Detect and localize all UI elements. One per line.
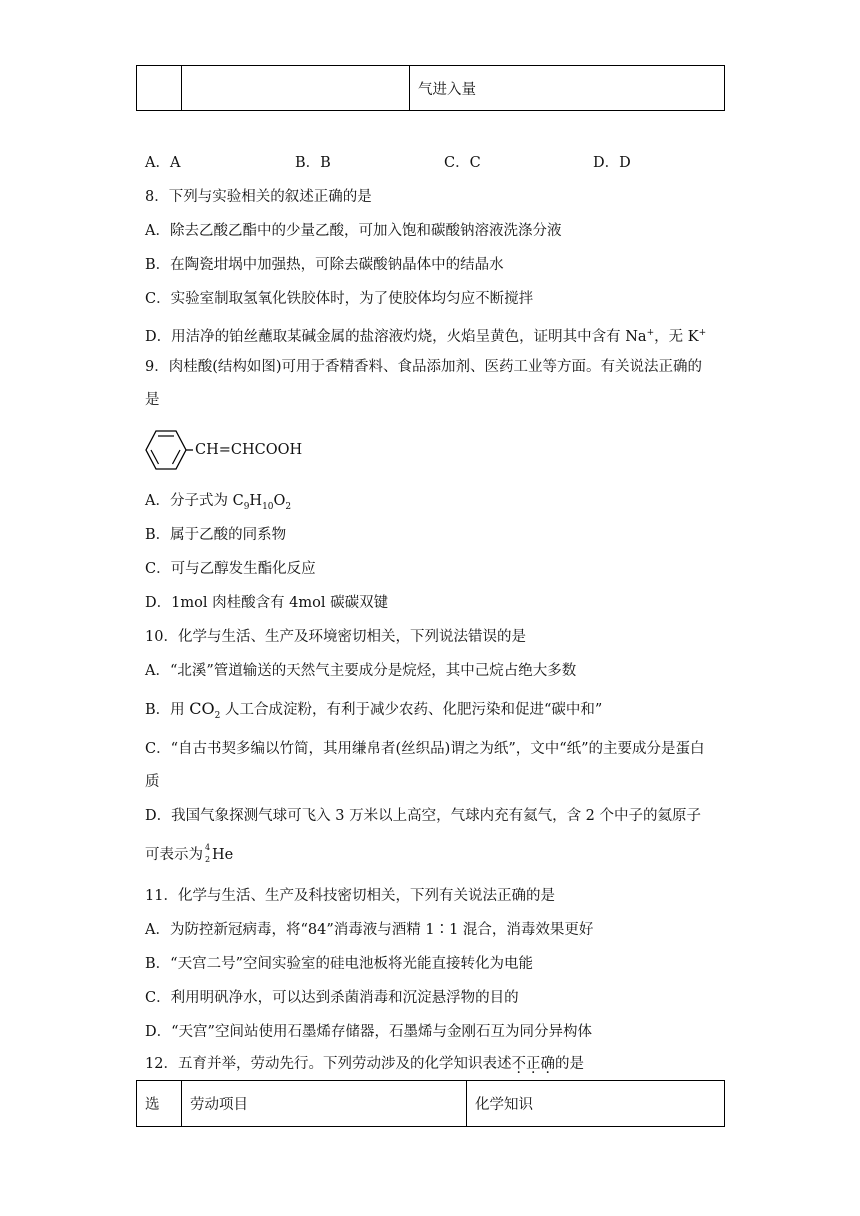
- option-b[interactable]: B．B: [295, 155, 331, 171]
- q10-b-text-2: 人工合成淀粉，有利于减少农药、化肥污染和促进“碳中和”: [220, 702, 603, 718]
- q10-option-a[interactable]: A．“北溪”管道输送的天然气主要成分是烷烃，其中己烷占绝大多数: [145, 663, 577, 679]
- q9-option-c[interactable]: C．可与乙醇发生酯化反应: [145, 561, 316, 577]
- table-cell: [182, 66, 410, 111]
- q9-option-a[interactable]: [145, 491, 291, 517]
- benzene-ring-icon: [143, 428, 193, 472]
- q12-stem-text-2: 的是: [554, 1056, 584, 1072]
- helium-symbol: He: [212, 847, 234, 863]
- q10-option-c-line1[interactable]: C．“自古书契多编以竹简，其用缣帛者(丝织品)谓之为纸”，文中“纸”的主要成分是蛋白: [145, 741, 705, 757]
- q8-d-text: D．用洁净的铂丝蘸取某碱金属的盐溶液灼烧，火焰呈黄色，证明其中含有 Na: [145, 328, 647, 345]
- q10-option-d-line2: [145, 845, 233, 865]
- q12-stem-text: 12．五育并举，劳动先行。下列劳动涉及的化学知识表述: [145, 1056, 512, 1072]
- emphasis-char: 正: [525, 1056, 541, 1072]
- q8-option-c[interactable]: C．实验室制取氢氧化铁胶体时，为了使胶体均匀应不断搅拌: [145, 291, 534, 307]
- option-c[interactable]: C．C: [444, 155, 481, 171]
- q9-option-d[interactable]: D．1mol 肉桂酸含有 4mol 碳碳双键: [145, 595, 389, 611]
- q8-option-b[interactable]: B．在陶瓷坩埚中加强热，可除去碳酸钠晶体中的结晶水: [145, 257, 504, 273]
- co2-formula: CO: [189, 699, 215, 718]
- q7-options: [145, 153, 631, 173]
- q10-stem: 10．化学与生活、生产及环境密切相关，下列说法错误的是: [145, 629, 526, 645]
- q10-option-b[interactable]: [145, 699, 602, 726]
- mass-number: 4: [205, 843, 211, 852]
- q12-table: [136, 1080, 725, 1127]
- table-header-cell: 化学知识: [467, 1081, 725, 1127]
- q9-stem-line1: 9．肉桂酸(结构如图)可用于香精香料、食品添加剂、医药工业等方面。有关说法正确的: [145, 359, 703, 375]
- q8-option-d[interactable]: [145, 323, 706, 347]
- q10-option-d-line1[interactable]: D．我国气象探测气球可飞入 3 万米以上高空，气球内充有氦气，含 2 个中子的氦原子: [145, 808, 702, 824]
- table-cell: 气进入量: [410, 66, 725, 111]
- q9-option-b[interactable]: B．属于乙酸的同系物: [145, 527, 287, 543]
- q11-option-b[interactable]: B．“天宫二号”空间实验室的硅电池板将光能直接转化为电能: [145, 956, 533, 972]
- q9-stem-line2: 是: [145, 392, 160, 408]
- subscript: 2: [285, 501, 292, 512]
- table-top-fragment: [136, 65, 725, 111]
- table-header-cell: 选: [137, 1081, 182, 1127]
- atomic-number: 2: [205, 855, 211, 864]
- element-o: O: [273, 493, 286, 509]
- subscript: 10: [262, 501, 274, 512]
- structure-label: CH=CHCOOH: [195, 442, 303, 458]
- emphasis-char: 确: [540, 1056, 555, 1072]
- table-cell: [137, 66, 182, 111]
- nuclide-notation: [203, 845, 212, 865]
- element-h: H: [249, 493, 263, 509]
- subscript: 2: [214, 710, 221, 721]
- q11-option-c[interactable]: C．利用明矾净水，可以达到杀菌消毒和沉淀悬浮物的目的: [145, 990, 519, 1006]
- q10-b-text: B．用: [145, 702, 190, 718]
- q9-a-text: A．分子式为 C: [145, 493, 244, 509]
- q10-option-c-line2: 质: [145, 774, 160, 790]
- q10-d-text: 可表示为: [145, 847, 203, 863]
- q11-stem: 11．化学与生活、生产及科技密切相关，下列有关说法正确的是: [145, 888, 555, 904]
- q11-option-d[interactable]: D．“天宫”空间站使用石墨烯存储器，石墨烯与金刚石互为同分异构体: [145, 1024, 592, 1040]
- plus-superscript: +: [646, 328, 655, 338]
- option-d[interactable]: D．D: [593, 155, 631, 171]
- q12-stem: [145, 1054, 584, 1074]
- subscript: 9: [243, 501, 250, 512]
- cinnamic-acid-structure: [143, 428, 303, 472]
- emphasis-char: 不: [511, 1056, 526, 1072]
- plus-superscript: +: [698, 328, 707, 338]
- q8-stem: 8．下列与实验相关的叙述正确的是: [145, 189, 372, 205]
- table-header-cell: 劳动项目: [182, 1081, 467, 1127]
- q8-d-text-2: ，无 K: [654, 328, 699, 345]
- q8-option-a[interactable]: A．除去乙酸乙酯中的少量乙酸，可加入饱和碳酸钠溶液洗涤分液: [145, 223, 562, 239]
- q11-option-a[interactable]: A．为防控新冠病毒，将“84”消毒液与酒精 1∶1 混合，消毒效果更好: [145, 922, 594, 938]
- option-a[interactable]: A．A: [145, 155, 181, 171]
